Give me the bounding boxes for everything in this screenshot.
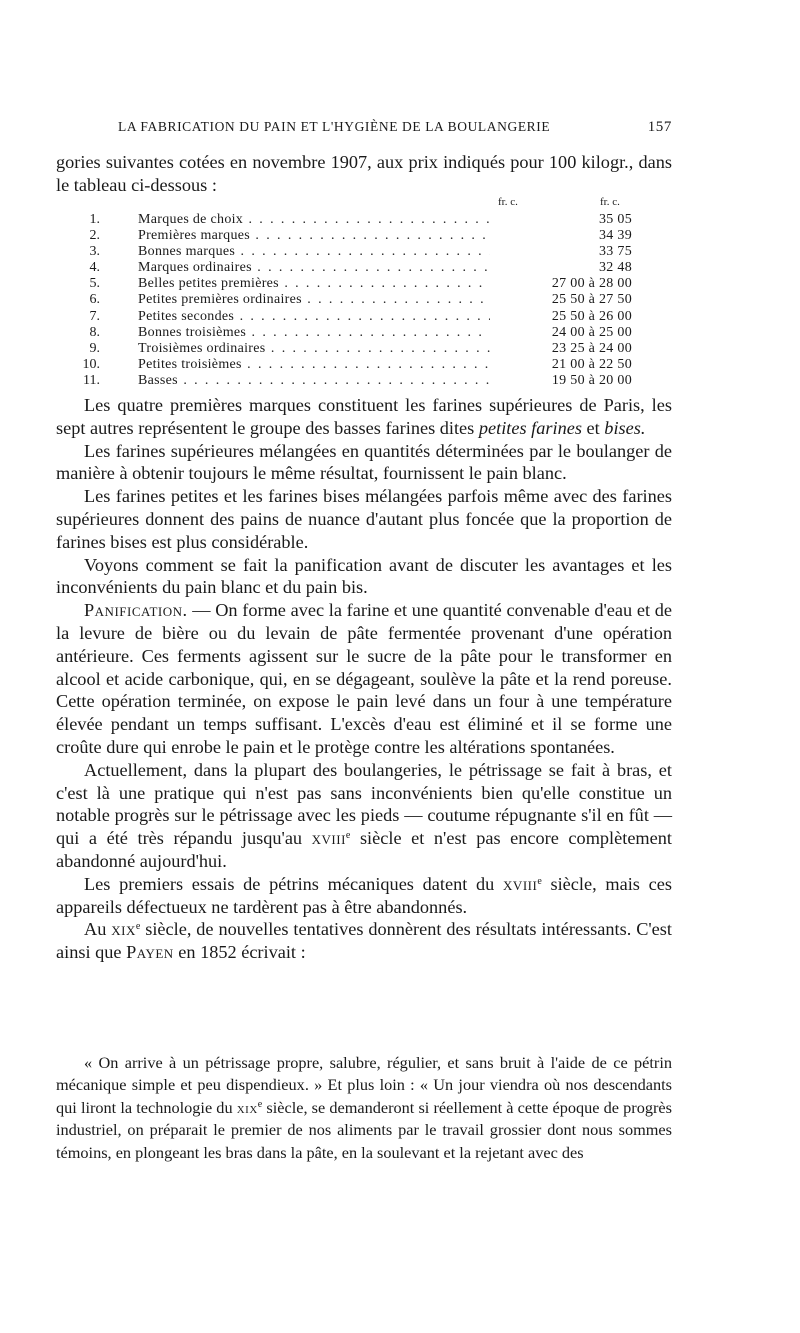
unit-right: fr. c.	[600, 196, 620, 208]
paragraph-8-text-b: siècle, de nouvelles tentatives donnèrent des résultats intéressants. C'est ainsi que	[56, 919, 672, 963]
quotation	[56, 1052, 672, 1164]
paragraph-4: Voyons comment se fait la panification avant de discuter les avantages et les inconvénients du pain blanc et du pain bis.	[56, 554, 672, 598]
table-row	[56, 244, 672, 260]
quotation-paragraph	[56, 1052, 672, 1164]
running-head	[56, 119, 672, 137]
row-label: Bonnes marques . . .	[138, 244, 490, 260]
table-row	[56, 260, 672, 276]
paragraph-7-text-a: Les premiers essais de pétrins mécaniques datent du	[84, 873, 504, 894]
table-row	[56, 228, 672, 244]
paragraph-6-text-a: Actuellement, dans la plupart des boulangeries, le pétrissage se fait à bras, et c'est là une pratique qui n'est pas sans inconvénients bien qu'elle constitue un notable progrès sur le pétrissage avec les pieds — coutume répugnante s'il en fût — qui a été très répandu jusqu'au	[56, 759, 672, 849]
paragraph-1-text: Les quatre premières marques constituent les farines supérieures de Paris, les sept autres représentent le groupe des basses farines dites	[56, 395, 672, 438]
paragraph-7	[56, 873, 672, 919]
paragraph-8-text-a: Au	[84, 919, 112, 940]
row-number: 2.	[89, 228, 100, 244]
row-price: 27 00 à 28 00	[551, 276, 632, 292]
paragraph-7-text-b: siècle, mais ces appareils défectueux ne tardèrent pas à être abandonnés.	[56, 873, 672, 917]
row-label: Petites premières ordinaires . . .	[138, 292, 490, 308]
century-suffix: e	[345, 830, 351, 842]
running-title: LA FABRICATION DU PAIN ET L'HYGIÈNE DE LA BOULANGERIE	[118, 119, 551, 134]
paragraph-1	[56, 394, 672, 440]
row-price: 33 75	[599, 244, 632, 260]
table-row	[56, 325, 672, 341]
table-row	[56, 212, 672, 228]
term-bises: bises.	[604, 417, 646, 438]
century-suffix: e	[135, 921, 141, 933]
row-label: Marques de choix . . .	[138, 212, 490, 228]
intro-text: gories suivantes cotées en novembre 1907, aux prix indiqués pour 100 kilogr., dans le tableau ci-dessous :	[56, 152, 672, 195]
row-label: Troisièmes ordinaires . . .	[138, 341, 490, 357]
table-row	[56, 292, 672, 308]
century-suffix: e	[257, 1098, 263, 1110]
row-label: Belles petites premières . . .	[138, 276, 490, 292]
row-price: 35 05	[599, 212, 632, 227]
century-numeral: xviii	[503, 873, 538, 894]
row-number: 3.	[89, 244, 100, 260]
body-text	[56, 394, 672, 964]
century-suffix: e	[537, 875, 542, 887]
century-numeral: xix	[111, 919, 136, 940]
row-price: 34 39	[599, 228, 632, 244]
paragraph-8-text-c: en 1852 écrivait :	[173, 942, 306, 963]
conjunction: et	[581, 417, 605, 438]
row-label: Marques ordinaires . . .	[138, 260, 490, 276]
row-number: 5.	[89, 276, 100, 292]
row-number: 6.	[89, 292, 100, 308]
row-price: 19 50 à 20 00	[551, 372, 632, 388]
row-number: 4.	[89, 260, 100, 276]
paragraph-8	[56, 918, 672, 964]
price-table-rows	[56, 212, 672, 389]
row-price: 23 25 à 24 00	[551, 340, 632, 356]
century-numeral: xix	[236, 1097, 258, 1117]
intro-paragraph	[56, 151, 672, 197]
unit-left: fr. c.	[498, 196, 518, 208]
section-heading-panification: Panification.	[84, 600, 188, 621]
paragraph-5	[56, 599, 672, 759]
quotation-text-a: « On arrive à un pétrissage propre, salubre, régulier, et sans bruit à l'aide de ce pétrin mécanique simple et peu dispendieux. » Et plus loin : « Un jour viendra où nos descendants qui liront la technologie du	[56, 1053, 672, 1117]
table-row	[56, 373, 672, 389]
author-name-payen: Payen	[126, 942, 174, 963]
row-label: Premières marques . . .	[138, 228, 490, 244]
row-label: Bonnes troisièmes . . .	[138, 325, 490, 341]
paragraph-2: Les farines supérieures mélangées en quantités déterminées par le boulanger de manière à obtenir toujours le même résultat, fournissent le pain blanc.	[56, 440, 672, 484]
century-numeral: xviii	[311, 828, 346, 849]
table-row	[56, 276, 672, 292]
paragraph-6	[56, 759, 672, 873]
row-label: Petites troisièmes . . .	[138, 357, 490, 373]
row-price: 25 50 à 26 00	[551, 308, 632, 324]
row-number: 8.	[89, 324, 100, 340]
term-petites-farines: petites farines	[478, 417, 582, 438]
table-row	[56, 341, 672, 357]
row-number: 11.	[83, 372, 100, 388]
paragraph-5-text: — On forme avec la farine et une quantité convenable d'eau et de la levure de bière ou du levain de pâte fermentée provenant d'une opération antérieure. Ces ferments agissent sur le sucre de la pâte pour le transformer en alcool et acide carbonique, qui, en se dégageant, soulève la pâte et la rend poreuse. Cette opération terminée, on expose le pain levé dans un four à une température élevée pendant un temps suffisant. L'excès d'eau est éliminé et il se forme une croûte dure qui enrobe le pain et le protège contre les altérations spontanées.	[56, 600, 672, 757]
row-label: Basses . . .	[138, 373, 490, 389]
row-label: Petites secondes . . .	[138, 309, 490, 325]
paragraph-6-text-b: siècle et n'est pas encore complètement abandonné aujourd'hui.	[56, 828, 672, 871]
table-row	[56, 309, 672, 325]
row-price: 24 00 à 25 00	[551, 324, 632, 340]
paragraph-3: Les farines petites et les farines bises mélangées parfois même avec des farines supérieures donnent des pains de nuance d'autant plus foncée que la proportion de farines bises est plus considérable.	[56, 486, 672, 552]
row-number: 10.	[82, 356, 100, 372]
quotation-text-b: siècle, se demanderont si réellement à cette époque de progrès industriel, on préparait le premier de nos aliments par le travail grossier dont nous sommes témoins, en plongeant les bras dans la pâte, en la soulevant et la rejetant avec des	[56, 1097, 672, 1162]
row-number: 9.	[89, 340, 100, 356]
table-row	[56, 357, 672, 373]
row-number: 7.	[89, 308, 100, 324]
row-number: 1.	[89, 212, 100, 227]
page-number: 157	[647, 119, 672, 135]
row-price: 32 48	[599, 260, 632, 276]
row-price: 21 00 à 22 50	[551, 356, 632, 372]
price-table-units	[56, 194, 672, 212]
price-table	[56, 194, 672, 389]
row-price: 25 50 à 27 50	[551, 292, 632, 308]
